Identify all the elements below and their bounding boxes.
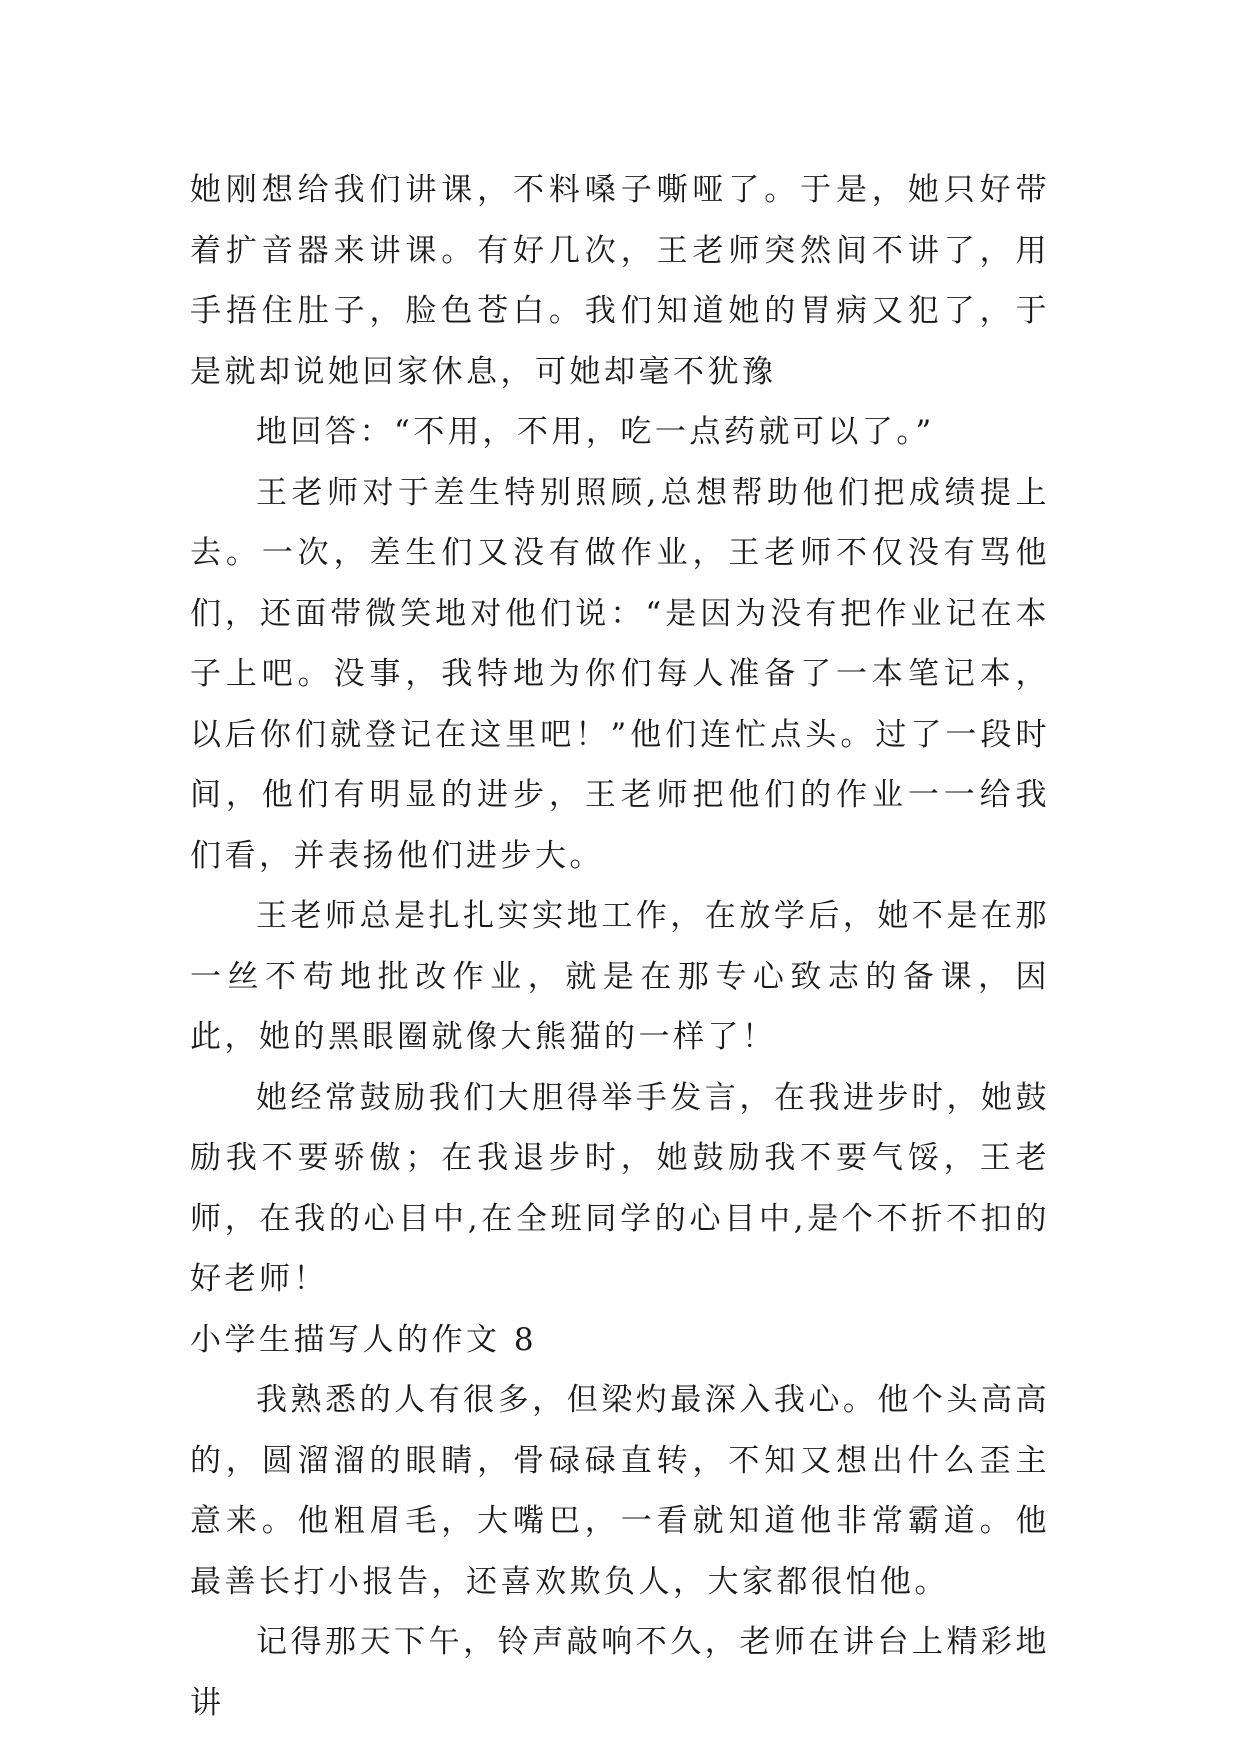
paragraph: 记得那天下午，铃声敲响不久，老师在讲台上精彩地讲 <box>190 1624 1050 1721</box>
paragraph: 王老师总是扎扎实实地工作，在放学后，她不是在那一丝不苟地批改作业，就是在那专心致志的备课，因此，她的黑眼圈就像大熊猫的一样了！ <box>190 898 1050 1055</box>
paragraph: 我熟悉的人有很多，但梁灼最深入我心。他个头高高的，圆溜溜的眼睛，骨碌碌直转，不知又想出什么歪主意来。他粗眉毛，大嘴巴，一看就知道他非常霸道。他最善长打小报告，还喜欢欺负人，大家都很怕他。 <box>190 1382 1050 1600</box>
paragraph: 地回答：“不用，不用，吃一点药就可以了。” <box>256 414 935 450</box>
paragraph: 王老师对于差生特别照顾,总想帮助他们把成绩提上去。一次，差生们又没有做作业，王老师不仅没有骂他们，还面带微笑地对他们说：“是因为没有把作业记在本子上吧。没事，我特地为你们每人准备了一本笔记本，以后你们就登记在这里吧！”他们连忙点头。过了一段时间，他们有明显的进步，王老师把他们的作业一一给我们看，并表扬他们进步大。 <box>190 474 1050 874</box>
essay-title: 小学生描写人的作文 8 <box>190 1321 538 1358</box>
paragraph: 她刚想给我们讲课，不料嗓子嘶哑了。于是，她只好带着扩音器来讲课。有好几次，王老师突然间不讲了，用手捂住肚子，脸色苍白。我们知道她的胃病又犯了，于是就却说她回家休息，可她却毫不犹豫 <box>190 172 1050 390</box>
paragraph: 她经常鼓励我们大胆得举手发言，在我进步时，她鼓励我不要骄傲；在我退步时，她鼓励我不要气馁，王老师，在我的心目中,在全班同学的心目中,是个不折不扣的好老师！ <box>190 1079 1050 1297</box>
document-body <box>190 160 1050 1733</box>
